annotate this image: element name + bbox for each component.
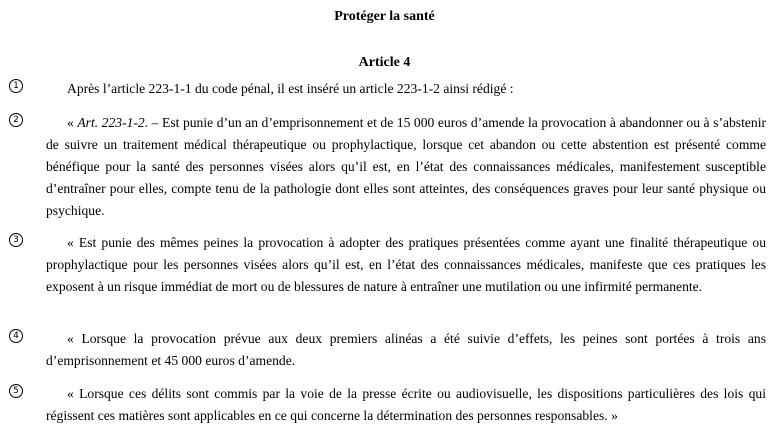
paragraph-text <box>46 112 766 222</box>
paragraph-number-marker: 5 <box>9 384 23 398</box>
paragraph-text: « Lorsque ces délits sont commis par la voie de la presse écrite ou audiovisuelle, les dispositions particulières des lois qui régissent ces matières sont applicables en ce qui concerne la détermination des personnes responsables. » <box>46 386 766 423</box>
paragraph-number-marker: 3 <box>9 233 23 247</box>
paragraph-number-marker: 4 <box>9 329 23 343</box>
article-reference: Art. 223-1-2. <box>77 115 149 130</box>
article-title: Article 4 <box>358 55 411 70</box>
paragraph-text: « Lorsque la provocation prévue aux deux premiers alinéas a été suivie d’effets, les peines sont portées à trois ans d’emprisonnement et 45 000 euros d’amende. <box>46 331 766 368</box>
quote-open: « <box>67 115 78 130</box>
section-title: Protéger la santé <box>334 9 435 24</box>
paragraph-text: « Est punie des mêmes peines la provocation à adopter des pratiques présentées comme ayant une finalité thérapeutique ou prophylactique pour les personnes visées alors qu’il est, en l’état des connaissances médicales, manifeste que ces pratiques les exposent à un risque immédiat de mort ou de blessures de nature à entraîner une mutilation ou une infirmité permanente. <box>46 235 766 294</box>
paragraph-text: Après l’article 223-1-1 du code pénal, il est inséré un article 223-1-2 ainsi rédigé : <box>67 81 514 96</box>
paragraph-body: – Est punie d’un an d’emprisonnement et de 15 000 euros d’amende la provocation à abandonner ou à s’abstenir de suivre un traitement médical thérapeutique ou prophylactique, lorsque cet abandon ou cette abstention est présenté comme bénéfique pour la santé des personnes visées alors qu’il est, en l’état des connaissances médicales, manifestement susceptible d’entraîner pour elles, compte tenu de la pathologie dont elles sont atteintes, des conséquences graves pour leur santé physique ou psychique. <box>46 115 766 218</box>
paragraph-number-marker: 2 <box>9 113 23 127</box>
paragraph-number-marker: 1 <box>9 79 23 93</box>
